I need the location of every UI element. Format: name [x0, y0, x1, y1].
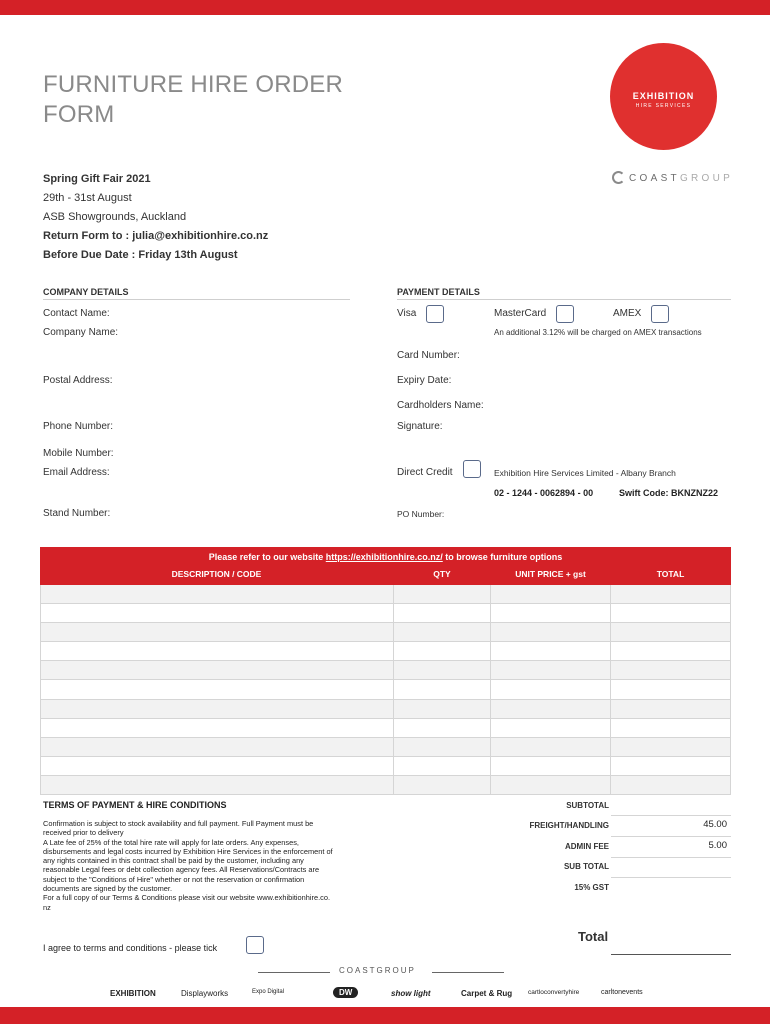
cell-total[interactable]	[611, 623, 731, 641]
cell-qty[interactable]	[394, 585, 491, 603]
page-title: FURNITURE HIRE ORDER FORM	[43, 71, 344, 128]
freight-label: FREIGHT/HANDLING	[529, 821, 609, 830]
cell-description[interactable]	[40, 661, 394, 679]
sponsor-carlton-events: carltonevents	[601, 989, 643, 996]
grand-total-line	[611, 954, 731, 955]
website-link[interactable]: https://exhibitionhire.co.nz/	[325, 552, 443, 562]
event-venue: ASB Showgrounds, Auckland	[43, 211, 187, 223]
cell-total[interactable]	[611, 604, 731, 622]
sponsor-displayworks: Displayworks	[181, 989, 229, 998]
company-name-label: Company Name:	[43, 327, 119, 338]
mobile-number-label: Mobile Number:	[43, 448, 114, 459]
cell-qty[interactable]	[394, 719, 491, 737]
footer-rule-left	[258, 972, 330, 973]
company-details-heading: COMPANY DETAILS	[43, 287, 129, 297]
email-address-label: Email Address:	[43, 467, 110, 478]
cell-qty[interactable]	[394, 661, 491, 679]
sponsor-carlton-hire: cartloconvertyhire	[528, 989, 580, 996]
banner-text-pre: Please refer to our website	[208, 552, 326, 562]
admin-fee-value: 5.00	[708, 840, 727, 851]
cell-description[interactable]	[40, 776, 394, 794]
bank-account-number: 02 - 1244 - 0062894 - 00	[494, 488, 594, 498]
col-unit-price: UNIT PRICE + gst	[491, 567, 611, 585]
cell-description[interactable]	[40, 738, 394, 756]
cell-total[interactable]	[611, 680, 731, 698]
exhibition-hire-logo	[610, 43, 717, 150]
admin-fee-label: ADMIN FEE	[565, 842, 609, 851]
signature-label: Signature:	[397, 421, 443, 432]
cell-unit-price[interactable]	[491, 623, 611, 641]
table-row[interactable]	[40, 700, 731, 719]
agree-terms-checkbox[interactable]	[246, 936, 264, 954]
logo-subtext: HIRE SERVICES	[635, 103, 692, 109]
payment-details-heading: PAYMENT DETAILS	[397, 287, 480, 297]
col-qty: QTY	[394, 567, 491, 585]
phone-number-label: Phone Number:	[43, 421, 114, 432]
cell-unit-price[interactable]	[491, 700, 611, 718]
cell-description[interactable]	[40, 700, 394, 718]
banner-text-post: to browse furniture options	[442, 552, 563, 562]
cell-unit-price[interactable]	[491, 585, 611, 603]
visa-checkbox[interactable]	[426, 305, 444, 323]
cell-total[interactable]	[611, 757, 731, 775]
coast-text: COAST	[629, 173, 680, 184]
subtotal-rule	[611, 815, 731, 816]
subtotal-label: SUBTOTAL	[566, 801, 609, 810]
cell-description[interactable]	[40, 623, 394, 641]
table-row[interactable]	[40, 757, 731, 776]
visa-label: Visa	[397, 308, 417, 319]
gst-label: 15% GST	[574, 883, 609, 892]
amex-checkbox[interactable]	[651, 305, 669, 323]
grand-total-label: Total	[578, 929, 609, 944]
table-header	[40, 567, 731, 585]
cell-total[interactable]	[611, 661, 731, 679]
postal-address-label: Postal Address:	[43, 375, 113, 386]
stand-number-label: Stand Number:	[43, 508, 111, 519]
po-number-label: PO Number:	[397, 509, 445, 519]
col-total: TOTAL	[611, 567, 731, 585]
cell-unit-price[interactable]	[491, 661, 611, 679]
mastercard-label: MasterCard	[494, 308, 547, 319]
cell-qty[interactable]	[394, 757, 491, 775]
cell-description[interactable]	[40, 757, 394, 775]
footer-rule-right	[432, 972, 504, 973]
footer-coast-logo: COASTGROUP	[339, 966, 416, 975]
cell-qty[interactable]	[394, 776, 491, 794]
logo-text: EXHIBITION	[632, 91, 695, 101]
return-to: Return Form to : julia@exhibitionhire.co.nz	[43, 230, 269, 242]
cell-unit-price[interactable]	[491, 719, 611, 737]
cardholder-name-label: Cardholders Name:	[397, 400, 484, 411]
payment-heading-rule	[397, 299, 731, 300]
cell-qty[interactable]	[394, 738, 491, 756]
coast-ring-icon	[612, 171, 625, 184]
table-row[interactable]	[40, 642, 731, 661]
cell-qty[interactable]	[394, 623, 491, 641]
freight-rule	[611, 836, 731, 837]
mastercard-checkbox[interactable]	[556, 305, 574, 323]
due-date: Before Due Date : Friday 13th August	[43, 249, 238, 261]
cell-total[interactable]	[611, 585, 731, 603]
direct-credit-checkbox[interactable]	[463, 460, 481, 478]
amex-surcharge-note: An additional 3.12% will be charged on AMEX transactions	[494, 328, 702, 337]
cell-description[interactable]	[40, 642, 394, 660]
contact-name-label: Contact Name:	[43, 308, 110, 319]
cell-qty[interactable]	[394, 604, 491, 622]
swift-code: Swift Code: BKNZNZ22	[619, 488, 718, 498]
top-red-bar	[0, 0, 770, 15]
direct-credit-label: Direct Credit	[397, 467, 453, 478]
table-row[interactable]	[40, 738, 731, 757]
bottom-red-bar	[0, 1007, 770, 1024]
cell-total[interactable]	[611, 642, 731, 660]
cell-unit-price[interactable]	[491, 680, 611, 698]
cell-qty[interactable]	[394, 642, 491, 660]
cell-unit-price[interactable]	[491, 776, 611, 794]
card-number-label: Card Number:	[397, 350, 460, 361]
cell-total[interactable]	[611, 700, 731, 718]
cell-description[interactable]	[40, 585, 394, 603]
terms-heading: TERMS OF PAYMENT & HIRE CONDITIONS	[43, 800, 227, 810]
col-description: DESCRIPTION / CODE	[40, 567, 394, 585]
cell-total[interactable]	[611, 719, 731, 737]
bank-branch: Exhibition Hire Services Limited - Albany Branch	[494, 468, 676, 478]
cell-unit-price[interactable]	[491, 738, 611, 756]
order-table	[40, 547, 731, 795]
cell-total[interactable]	[611, 776, 731, 794]
amex-label: AMEX	[613, 308, 642, 319]
sponsor-expo-digital: Expo Digital	[252, 989, 285, 995]
sponsor-dw: DW	[333, 987, 358, 998]
admin-rule	[611, 857, 731, 858]
agree-terms-label: I agree to terms and conditions - please tick	[43, 943, 218, 953]
cell-description[interactable]	[40, 604, 394, 622]
cell-unit-price[interactable]	[491, 604, 611, 622]
expiry-date-label: Expiry Date:	[397, 375, 452, 386]
sub-total-label: SUB TOTAL	[563, 862, 609, 871]
cell-qty[interactable]	[394, 700, 491, 718]
cell-description[interactable]	[40, 719, 394, 737]
company-heading-rule	[43, 299, 350, 300]
table-row[interactable]	[40, 623, 731, 642]
event-name: Spring Gift Fair 2021	[43, 173, 151, 185]
sub-total-rule	[611, 877, 731, 878]
sponsor-show-light: show light	[391, 989, 431, 998]
table-row[interactable]	[40, 719, 731, 738]
cell-qty[interactable]	[394, 680, 491, 698]
coast-group-logo	[612, 171, 733, 184]
sponsor-carpet-rug: Carpet & Rug	[461, 989, 513, 998]
table-banner	[40, 547, 731, 567]
terms-body: Confirmation is subject to stock availability and full payment. Full Payment must be received prior to delivery A Late fee of 25% of the total hire rate will apply for late orders. Any expenses, disbursements and legal costs incurred by Exhibition Hire Services in the enforcement of any rights contained in this contract shall be paid by the customer, including any reasonable Legal fees or debt collection agency fees. All Reservations/Contracts are subject to the "Conditions of Hire" whether or not the reservation or confirmation documents are signed by the customer. For a full copy of our Terms & Conditions please visit our website www.exhibitionhire.co. nz	[43, 819, 333, 912]
group-text: GROUP	[679, 173, 734, 184]
table-row[interactable]	[40, 661, 731, 680]
cell-unit-price[interactable]	[491, 757, 611, 775]
cell-description[interactable]	[40, 680, 394, 698]
sponsor-exhibition: EXHIBITION	[110, 989, 156, 998]
event-dates: 29th - 31st August	[43, 192, 132, 204]
table-row[interactable]	[40, 680, 731, 699]
table-body	[40, 585, 731, 795]
cell-total[interactable]	[611, 738, 731, 756]
freight-value: 45.00	[703, 819, 727, 830]
table-row[interactable]	[40, 604, 731, 623]
cell-unit-price[interactable]	[491, 642, 611, 660]
table-row[interactable]	[40, 585, 731, 604]
table-row[interactable]	[40, 776, 731, 795]
